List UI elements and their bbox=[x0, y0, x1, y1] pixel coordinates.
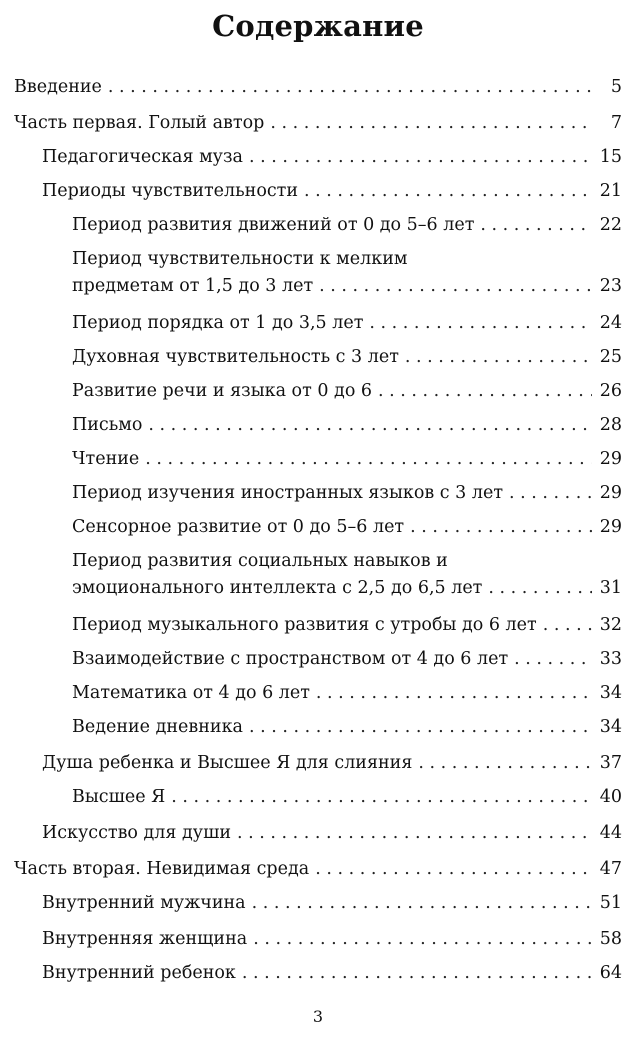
toc-entry-page: 22 bbox=[599, 215, 622, 235]
toc-entry-title: Педагогическая муза bbox=[42, 147, 243, 167]
leader-dots bbox=[145, 446, 592, 473]
toc-entry-title: Период порядка от 1 до 3,5 лет bbox=[72, 313, 364, 333]
toc-entry-part-one[interactable] bbox=[14, 110, 622, 137]
toc-entry-page: 32 bbox=[599, 615, 622, 635]
toc-entry-page: 24 bbox=[599, 313, 622, 333]
toc-entry-title: Периоды чувствительности bbox=[42, 181, 299, 201]
toc-entry-art-for-soul[interactable] bbox=[42, 820, 622, 847]
toc-entry-title: Период музыкального развития с утробы до 6 лет bbox=[72, 615, 537, 635]
toc-entry-title: Часть первая. Голый автор bbox=[14, 113, 265, 133]
toc-entry-foreign-languages[interactable] bbox=[72, 480, 622, 507]
toc-entry-page: 7 bbox=[610, 113, 622, 133]
toc-entry-part-two[interactable] bbox=[14, 856, 622, 883]
leader-dots bbox=[488, 575, 592, 602]
leader-dots bbox=[108, 74, 592, 101]
leader-dots bbox=[252, 890, 592, 917]
toc-entry-page: 23 bbox=[599, 276, 622, 296]
toc-entry-page: 34 bbox=[599, 717, 622, 737]
toc-entry-page: 34 bbox=[599, 683, 622, 703]
toc-entry-title: Период изучения иностранных языков с 3 лет bbox=[72, 483, 504, 503]
toc-entry-page: 31 bbox=[599, 578, 622, 598]
leader-dots bbox=[237, 820, 592, 847]
toc-entry-title: эмоционального интеллекта с 2,5 до 6,5 лет bbox=[72, 578, 483, 598]
leader-dots bbox=[543, 612, 592, 639]
toc-entry-title: Математика от 4 до 6 лет bbox=[72, 683, 310, 703]
leader-dots bbox=[304, 178, 592, 205]
toc-entry-title: Письмо bbox=[72, 415, 143, 435]
toc-entry-title: Сенсорное развитие от 0 до 5–6 лет bbox=[72, 517, 405, 537]
toc-entry-speech-development[interactable] bbox=[72, 378, 622, 405]
leader-dots bbox=[378, 378, 592, 405]
toc-entry-journaling[interactable] bbox=[72, 714, 622, 741]
toc-entry-page: 29 bbox=[599, 517, 622, 537]
leader-dots bbox=[410, 514, 592, 541]
toc-entry-page: 29 bbox=[599, 483, 622, 503]
leader-dots bbox=[148, 412, 592, 439]
leader-dots bbox=[315, 856, 592, 883]
toc-entry-page: 21 bbox=[599, 181, 622, 201]
toc-entry-title: Высшее Я bbox=[72, 787, 166, 807]
leader-dots bbox=[270, 110, 592, 137]
toc-entry-title: предметам от 1,5 до 3 лет bbox=[72, 276, 314, 296]
toc-entry-title: Взаимодействие с пространством от 4 до 6 лет bbox=[72, 649, 509, 669]
toc-entry-higher-self[interactable] bbox=[72, 784, 622, 811]
toc-entry-inner-child[interactable] bbox=[42, 960, 622, 987]
toc-entry-page: 58 bbox=[599, 929, 622, 949]
toc-entry-pedagogical-muse[interactable] bbox=[42, 144, 622, 171]
toc-entry-inner-woman[interactable] bbox=[42, 926, 622, 953]
toc-entry-sensitive-periods[interactable] bbox=[42, 178, 622, 205]
toc-entry-introduction[interactable] bbox=[14, 74, 622, 101]
toc-entry-page: 40 bbox=[599, 787, 622, 807]
leader-dots bbox=[418, 750, 592, 777]
toc-entry-music-development[interactable] bbox=[72, 612, 622, 639]
toc-entry-page: 26 bbox=[599, 381, 622, 401]
toc-entry-title: Чтение bbox=[72, 449, 140, 469]
toc-entry-page: 29 bbox=[599, 449, 622, 469]
toc-entry-mathematics[interactable] bbox=[72, 680, 622, 707]
toc-entry-title: Искусство для души bbox=[42, 823, 232, 843]
toc-entry-page: 5 bbox=[610, 77, 622, 97]
toc-entry-title: Душа ребенка и Высшее Я для слияния bbox=[42, 753, 413, 773]
toc-entry-sensory-development[interactable] bbox=[72, 514, 622, 541]
toc-entry-space-interaction[interactable] bbox=[72, 646, 622, 673]
toc-entry-title-line1: Период развития социальных навыков и bbox=[72, 551, 448, 571]
toc-entry-social-skills[interactable] bbox=[72, 548, 622, 602]
toc-entry-page: 44 bbox=[599, 823, 622, 843]
toc-entry-page: 51 bbox=[599, 893, 622, 913]
toc-entry-title: Развитие речи и языка от 0 до 6 bbox=[72, 381, 373, 401]
page-number: 3 bbox=[312, 1007, 324, 1026]
toc-entry-small-objects-period[interactable] bbox=[72, 246, 622, 300]
page-title: Содержание bbox=[212, 9, 424, 43]
leader-dots bbox=[249, 144, 592, 171]
toc-entry-title: Духовная чувствительность с 3 лет bbox=[72, 347, 399, 367]
toc-entry-page: 47 bbox=[599, 859, 622, 879]
leader-dots bbox=[316, 680, 592, 707]
toc-entry-page: 15 bbox=[599, 147, 622, 167]
toc-entry-spiritual-sensitivity[interactable] bbox=[72, 344, 622, 371]
toc-entry-page: 25 bbox=[599, 347, 622, 367]
toc-entry-title: Введение bbox=[14, 77, 102, 97]
leader-dots bbox=[253, 926, 592, 953]
toc-entry-title: Внутренний мужчина bbox=[42, 893, 246, 913]
toc-entry-child-soul[interactable] bbox=[42, 750, 622, 777]
toc-entry-title: Внутренняя женщина bbox=[42, 929, 248, 949]
toc-entry-writing[interactable] bbox=[72, 412, 622, 439]
toc-entry-page: 33 bbox=[599, 649, 622, 669]
toc-entry-page: 64 bbox=[599, 963, 622, 983]
leader-dots bbox=[509, 480, 592, 507]
toc-entry-title-line1: Период чувствительности к мелким bbox=[72, 249, 408, 269]
toc-entry-movement-period[interactable] bbox=[72, 212, 622, 239]
leader-dots bbox=[405, 344, 592, 371]
toc-entry-order-period[interactable] bbox=[72, 310, 622, 337]
leader-dots bbox=[514, 646, 592, 673]
leader-dots bbox=[171, 784, 592, 811]
toc-entry-page: 37 bbox=[599, 753, 622, 773]
leader-dots bbox=[242, 960, 592, 987]
leader-dots bbox=[319, 273, 592, 300]
toc-entry-title: Период развития движений от 0 до 5–6 лет bbox=[72, 215, 475, 235]
leader-dots bbox=[369, 310, 592, 337]
leader-dots bbox=[249, 714, 592, 741]
toc-entry-title: Внутренний ребенок bbox=[42, 963, 236, 983]
toc-entry-inner-man[interactable] bbox=[42, 890, 622, 917]
toc-entry-title: Часть вторая. Невидимая среда bbox=[14, 859, 310, 879]
leader-dots bbox=[480, 212, 592, 239]
toc-entry-page: 28 bbox=[599, 415, 622, 435]
toc-entry-reading[interactable] bbox=[72, 446, 622, 473]
toc-entry-title: Ведение дневника bbox=[72, 717, 243, 737]
